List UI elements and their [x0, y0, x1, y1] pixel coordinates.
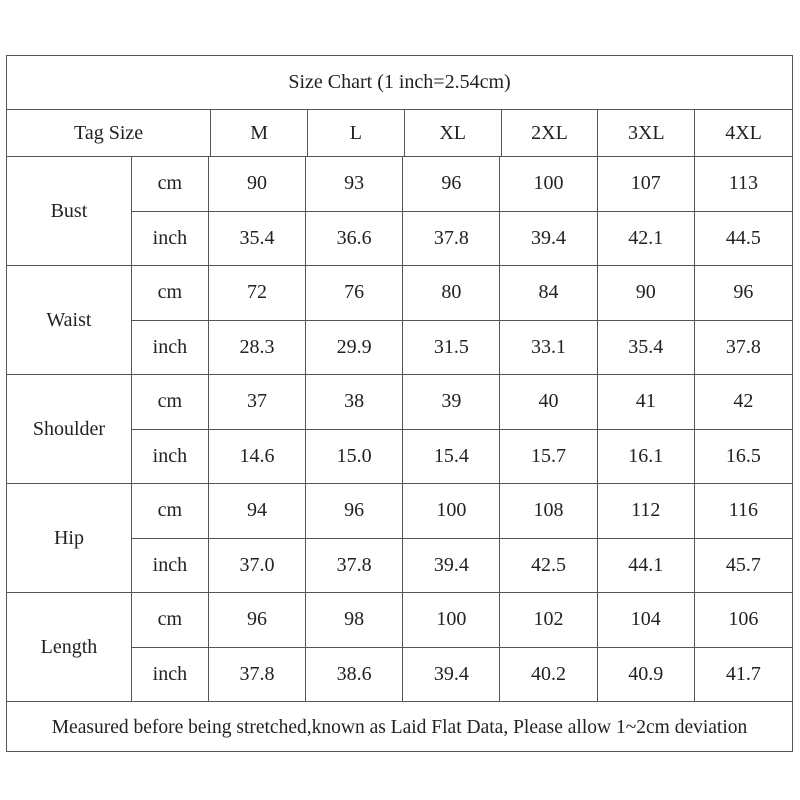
value-cell: 33.1: [500, 321, 597, 375]
value-cell: 107: [598, 157, 695, 211]
value-cell: 84: [500, 266, 597, 320]
size-header-4xl: 4XL: [725, 121, 762, 144]
header-row: [7, 110, 792, 157]
value-cell: 41.7: [725, 662, 761, 685]
value-cell: 96: [306, 484, 403, 538]
value-cell: 39.4: [403, 648, 500, 702]
table-row-inch: [132, 539, 792, 593]
size-chart-table: [6, 55, 793, 752]
value-cell: 98: [306, 593, 403, 647]
table-row-inch: [132, 212, 792, 266]
value-cell: 35.4: [209, 212, 306, 266]
value-cell: 112: [598, 484, 695, 538]
value-cell: 104: [598, 593, 695, 647]
table-row-inch: [132, 430, 792, 484]
value-cell: 37.8: [209, 648, 306, 702]
unit-label: cm: [132, 157, 209, 211]
value-cell: 44.1: [598, 539, 695, 593]
size-header-xl: XL: [405, 110, 502, 156]
value-cell: 96: [733, 281, 754, 304]
value-cell: 16.1: [598, 430, 695, 484]
tag-size-header: Tag Size: [7, 110, 211, 156]
value-cell: 31.5: [403, 321, 500, 375]
value-cell: 96: [403, 157, 500, 211]
table-row-cm: [132, 266, 792, 321]
table-row-cm: [132, 157, 792, 212]
value-cell: 37.8: [725, 335, 761, 358]
value-cell: 102: [500, 593, 597, 647]
value-cell: 37: [209, 375, 306, 429]
value-cell: 42.1: [598, 212, 695, 266]
table-row-cm: [132, 593, 792, 648]
value-cell: 94: [209, 484, 306, 538]
measurement-group-length: [7, 593, 792, 702]
value-cell: 41: [598, 375, 695, 429]
value-cell: 37.8: [403, 212, 500, 266]
value-cell: 28.3: [209, 321, 306, 375]
value-cell: 35.4: [598, 321, 695, 375]
value-cell: 108: [500, 484, 597, 538]
measurement-group-bust: [7, 157, 792, 266]
measurement-label: Hip: [7, 484, 132, 592]
footer-note: Measured before being stretched,known as Laid Flat Data, Please allow 1~2cm deviation: [51, 717, 748, 738]
table-row-inch: [132, 321, 792, 375]
value-cell: 90: [598, 266, 695, 320]
unit-label: cm: [132, 593, 209, 647]
value-cell: 38.6: [306, 648, 403, 702]
measurement-group-shoulder: [7, 375, 792, 484]
value-cell: 37.0: [209, 539, 306, 593]
measurement-label: Bust: [7, 157, 132, 265]
value-cell: 39.4: [500, 212, 597, 266]
value-cell: 40.9: [598, 648, 695, 702]
value-cell: 100: [500, 157, 597, 211]
measurement-label: Shoulder: [7, 375, 132, 483]
value-cell: 15.4: [403, 430, 500, 484]
value-cell: 29.9: [306, 321, 403, 375]
value-cell: 40.2: [500, 648, 597, 702]
value-cell: 42.5: [500, 539, 597, 593]
size-header-l: L: [308, 110, 405, 156]
measurement-group-hip: [7, 484, 792, 593]
size-header-3xl: 3XL: [598, 110, 695, 156]
table-row-cm: [132, 484, 792, 539]
value-cell: 100: [403, 484, 500, 538]
table-row-cm: [132, 375, 792, 430]
value-cell: 116: [728, 499, 759, 522]
unit-label: inch: [132, 321, 209, 375]
measurement-group-waist: [7, 266, 792, 375]
value-cell: 100: [403, 593, 500, 647]
value-cell: 76: [306, 266, 403, 320]
value-cell: 15.0: [306, 430, 403, 484]
value-cell: 113: [728, 172, 759, 195]
measurement-label: Waist: [7, 266, 132, 374]
unit-label: cm: [132, 375, 209, 429]
value-cell: 72: [209, 266, 306, 320]
value-cell: 15.7: [500, 430, 597, 484]
unit-label: cm: [132, 484, 209, 538]
unit-label: inch: [132, 648, 209, 702]
value-cell: 40: [500, 375, 597, 429]
value-cell: 38: [306, 375, 403, 429]
value-cell: 90: [209, 157, 306, 211]
unit-label: cm: [132, 266, 209, 320]
chart-title: Size Chart (1 inch=2.54cm): [7, 56, 792, 110]
value-cell: 39: [403, 375, 500, 429]
value-cell: 42: [733, 390, 754, 413]
value-cell: 96: [209, 593, 306, 647]
value-cell: 37.8: [306, 539, 403, 593]
unit-label: inch: [132, 430, 209, 484]
measurement-label: Length: [7, 593, 132, 701]
value-cell: 16.5: [725, 444, 761, 467]
table-row-inch: [132, 648, 792, 702]
value-cell: 45.7: [725, 553, 761, 576]
value-cell: 44.5: [725, 226, 761, 249]
value-cell: 80: [403, 266, 500, 320]
unit-label: inch: [132, 212, 209, 266]
value-cell: 93: [306, 157, 403, 211]
value-cell: 106: [728, 608, 759, 631]
size-header-2xl: 2XL: [502, 110, 599, 156]
measurement-rows: [7, 157, 792, 702]
unit-label: inch: [132, 539, 209, 593]
value-cell: 39.4: [403, 539, 500, 593]
value-cell: 14.6: [209, 430, 306, 484]
value-cell: 36.6: [306, 212, 403, 266]
size-header-m: M: [211, 110, 308, 156]
